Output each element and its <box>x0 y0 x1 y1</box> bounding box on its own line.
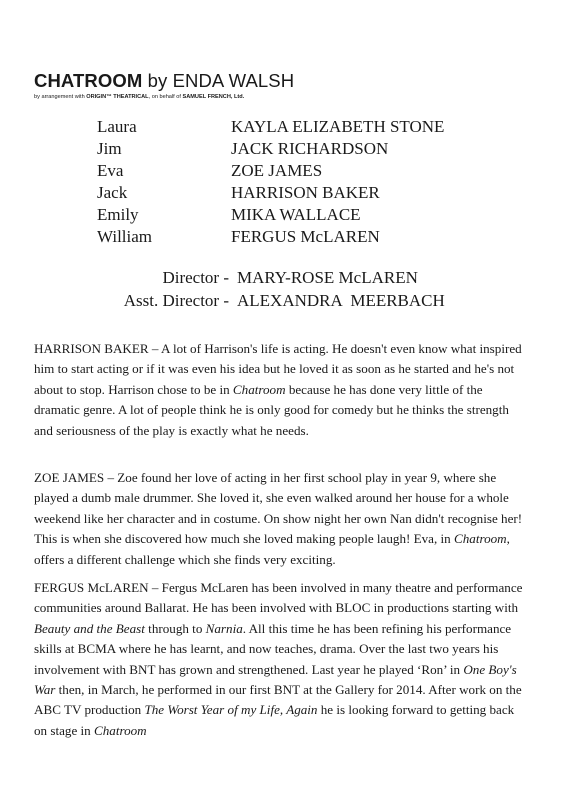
cast-actor: FERGUS McLAREN <box>231 227 380 246</box>
rights-agent: ORIGIN™ THEATRICAL <box>86 94 149 100</box>
cast-actor: ZOE JAMES <box>231 161 323 180</box>
rights-text-c: , on behalf of <box>148 94 183 100</box>
cast-list <box>97 117 444 249</box>
bio-text: then, in March, he performed in our first BNT at the Gallery for 2014. After work on the ABC TV production <box>34 682 522 718</box>
cast-role: Emily <box>97 205 139 224</box>
bio-show-title: Beauty and the Beast <box>34 620 145 636</box>
rights-publisher: SAMUEL FRENCH, Ltd. <box>182 94 245 100</box>
crew-name: MARY-ROSE McLAREN <box>237 268 418 287</box>
bio-show-title: Narnia <box>205 620 243 636</box>
bio-show-title: One Boy's War <box>34 661 517 698</box>
title-author: by ENDA WALSH <box>142 70 295 91</box>
cast-role: William <box>97 227 153 246</box>
bio-text: HARRISON BAKER – A lot of Harrison's life is acting. He doesn't even know what inspired him to start acting or if it was even his idea but he loved it as soon as he started and he's not about to stop. Harrison chose to be in <box>34 341 522 397</box>
page-title <box>34 70 294 92</box>
crew-row <box>82 268 445 291</box>
cast-role: Eva <box>97 161 124 180</box>
rights-text-a: by arrangement with <box>34 94 87 100</box>
bio-text: , offers a different challenge which she finds very exciting. <box>34 531 510 567</box>
bio-play-title: Chatroom <box>454 531 507 547</box>
bio-text: through to <box>144 620 206 636</box>
crew-name: ALEXANDRA MEERBACH <box>237 291 445 310</box>
bio-text: ZOE JAMES – Zoe found her love of acting in her first school play in year 9, where she played a dumb male drummer. She loved it, she even walked around her house for a whole weekend like her character and in costume. On show night her own Nan didn't recognise her! This is when she discovered how much she loved making people laugh! Eva, in <box>34 470 523 547</box>
cast-row <box>97 183 444 205</box>
cast-actor: MIKA WALLACE <box>231 205 361 224</box>
bio-harrison <box>34 339 530 441</box>
cast-actor: HARRISON BAKER <box>231 183 380 202</box>
cast-row <box>97 205 444 227</box>
cast-row <box>97 139 444 161</box>
rights-credit <box>34 94 244 100</box>
crew-role: Asst. Director - <box>123 291 229 310</box>
bio-show-title: Chatroom <box>94 722 147 738</box>
cast-actor: KAYLA ELIZABETH STONE <box>231 117 445 136</box>
cast-row <box>97 227 444 249</box>
cast-role: Laura <box>97 117 137 136</box>
cast-role: Jim <box>97 139 122 158</box>
bio-zoe <box>34 468 530 570</box>
bio-text: . All this time he has been refining his performance skills at BCMA where he has learnt, and now teaches, drama. Over the last two years his involvement with BNT has grown and strengthened. Last year he played ‘Ron’ in <box>34 620 512 677</box>
cast-role: Jack <box>97 183 128 202</box>
bio-play-title: Chatroom <box>232 381 286 397</box>
cast-row <box>97 161 444 183</box>
bio-text: because he has done very little of the dramatic genre. A lot of people think he is only good for comedy but he thinks the strength and seriousness of the play is exactly what he needs. <box>34 381 509 438</box>
bio-text: he is looking forward to getting back on stage in <box>34 702 515 738</box>
cast-row <box>97 117 444 139</box>
bio-fergus <box>34 578 530 741</box>
title-play: CHATROOM <box>34 70 143 91</box>
cast-actor: JACK RICHARDSON <box>231 139 389 158</box>
crew-row <box>82 291 445 314</box>
bio-text: FERGUS McLAREN – Fergus McLaren has been involved in many theatre and performance communities around Ballarat. He has been involved with BLOC in productions starting with <box>34 580 523 616</box>
bio-show-title: The Worst Year of my Life, Again <box>144 702 318 718</box>
crew-list <box>82 268 445 314</box>
crew-role: Director - <box>162 268 229 287</box>
